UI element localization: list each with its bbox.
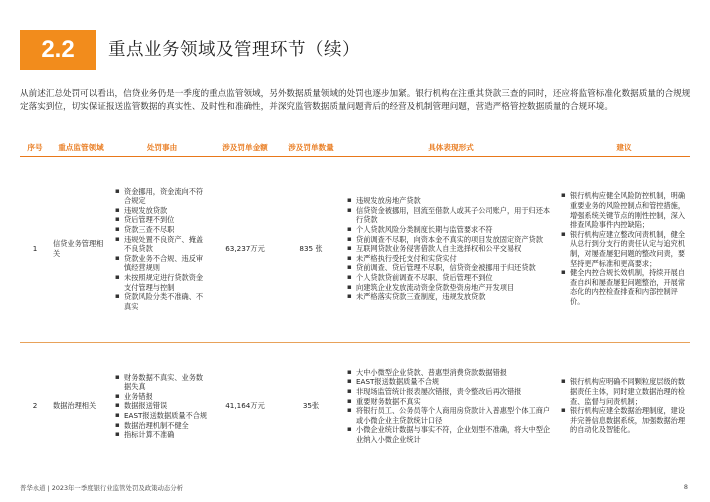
list-item: ▪ 非现场监管统计报表屡次错报，责令整改后再次错报 [347,387,555,397]
table-row [20,156,690,342]
row-area: 信贷业务管理相关 [50,156,112,342]
list-item: ▪ 资金挪用，资金流向不符合规定 [115,187,209,206]
intro-paragraph: 从前述汇总处罚可以看出，信贷业务仍是一季度的重点监管领域，另外数据质量领域的处罚也逐步加紧。银行机构在注重其贷款三查的同时，还应将监管标准化数据质量的合规规定落实到位，切实保证报送监管数据的真实性、及时性和准确性，并深究监管数据质量问题背后的经营及机制管理问题，营造严格管控数据质量的合规环境。 [20,89,691,112]
list-item: ▪ 数据治理机制不健全 [115,421,209,431]
list-item: ▪ 向建筑企业发放流动资金贷款垫资房地产开发项目 [347,283,555,293]
table-row [20,342,690,470]
list-item: ▪ 贷款三查不尽职 [115,225,209,235]
list-item: ▪ 贷款风险分类不准确、不真实 [115,292,209,311]
header-no: 序号 [20,140,50,156]
list-item: ▪ 重要财务数据不真实 [347,397,555,407]
header-area: 重点监管领域 [50,140,112,156]
header-advice: 建议 [558,140,690,156]
list-item: ▪ 大中小微型企业贷款、普惠型消费贷款数据错报 [347,368,555,378]
list-item: ▪ 贷前调查不尽职，向资本金不真实的项目发放固定资产贷款 [347,235,555,245]
row-forms [344,156,558,342]
table-header-row [20,140,690,156]
row-area: 数据治理相关 [53,401,97,411]
row-no: 2 [32,401,38,411]
header-forms: 具体表现形式 [344,140,558,156]
list-item: ▪ 财务数据不真实、业务数据失真 [115,373,209,392]
list-item: ▪ 小微企业统计数据与事实不符，企业划型不准确，将大中型企业纳入小微企业统计 [347,425,555,444]
list-item: ▪ 将银行员工、公务员等个人商用房贷款计入普惠型个体工商户或小微企业主贷款统计口径 [347,406,555,425]
list-item: ▪ 违规发放房地产贷款 [347,196,555,206]
list-item: ▪ 银行机构应健全风险防控机制，明确重要业务的风险控制点和管控措施，增强系统关键节点的刚性控制，深入排查风险事件内控缺陷； [561,191,687,229]
list-item: ▪ 未严格执行受托支付和实贷实付 [347,254,555,264]
list-item: ▪ 未严格落实贷款三查制度，违规发放贷款 [347,292,555,302]
list-item: ▪ 贷款业务不合规、违反审慎经营规则 [115,254,209,273]
row-no: 1 [20,156,50,342]
list-item: ▪ 个人贷款风险分类制度长期与监管要求不符 [347,225,555,235]
page-footer: 普华永道 | 2023年一季度银行业监管处罚及政策动态分析 [20,484,184,492]
list-item: ▪ EAST报送数据质量不合规 [115,411,209,421]
list-item: ▪ 银行机构应建全数据治理制度，建设并完善信息数据系统，加强数据治理的自动化及智能化。 [561,406,687,435]
header-amount: 涉及罚单金额 [212,140,278,156]
row-amount: 63,237万元 [212,156,278,342]
list-item: ▪ 银行机构应明确不同颗粒度层级的数据责任主体，同时建立数据治理的检查、监督与问责机制； [561,377,687,406]
row-amount: 41,164万元 [225,401,265,411]
row-reasons [112,156,212,342]
list-item: ▪ 个人贷款贷前调查不尽职、贷后管理不到位 [347,273,555,283]
header-count: 涉及罚单数量 [278,140,344,156]
section-number: 2.2 [20,30,96,70]
row-advice [558,342,690,470]
list-item: ▪ 银行机构应建立整改问责机制，健全从总行到分支行的责任认定与追究机制，对屡查屡犯问题的整改问责，要坚持更严标准和更高要求； [561,230,687,268]
page-number: 8 [683,483,688,491]
list-item: ▪ 未按照规定进行贷款资金支付管理与控制 [115,273,209,292]
row-reasons [112,342,212,470]
header-reasons: 处罚事由 [112,140,212,156]
list-item: ▪ 贷前调查、贷后管理不尽职，信贷资金被挪用于归还贷款 [347,263,555,273]
section-title: 重点业务领域及管理环节（续） [108,40,360,60]
row-forms [344,342,558,470]
list-item: ▪ 指标计算不准确 [115,430,209,440]
list-item: ▪ 贷后管理不到位 [115,215,209,225]
supervision-table [20,140,690,470]
section-header [20,30,690,70]
list-item: ▪ 数据报送错误 [115,401,209,411]
list-item: ▪ 违规发放贷款 [115,206,209,216]
list-item: ▪ 违规处置不良资产、掩盖不良贷款 [115,235,209,254]
row-count: 835 张 [278,156,344,342]
list-item: ▪ 业务错报 [115,392,209,402]
row-count: 35张 [302,401,320,411]
row-advice [558,156,690,342]
list-item: ▪ EAST报送数据质量不合规 [347,377,555,387]
list-item: ▪ 信贷资金被挪用，回流至借款人或其子公司账户，用于归还本行贷款 [347,206,555,225]
list-item: ▪ 健全内控合规长效机制，持续开展自查自纠和屡查屡犯问题整治，开展常态化的内控检查排查和内部控制评价。 [561,268,687,306]
list-item: ▪ 互联网贷款业务侵害借款人自主选择权和公平交易权 [347,244,555,254]
